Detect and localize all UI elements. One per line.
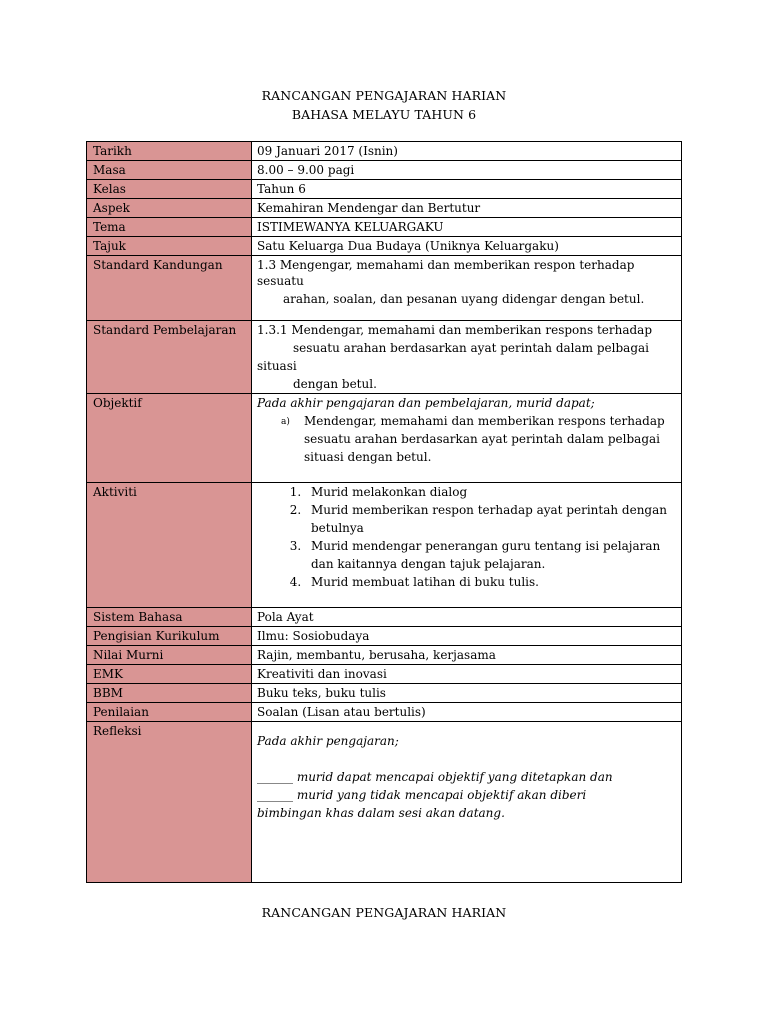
aktiviti-list xyxy=(257,483,675,591)
standard-pembelajaran-line2: sesuatu arahan berdasarkan ayat perintah dalam pelbagai situasi xyxy=(257,341,649,373)
row-value-refleksi xyxy=(252,722,682,883)
row-label-sistem-bahasa: Sistem Bahasa xyxy=(87,608,252,627)
table-row xyxy=(87,483,682,608)
table-row xyxy=(87,703,682,722)
standard-kandungan-line1: 1.3 Mengengar, memahami dan memberikan respon terhadap sesuatu xyxy=(257,258,635,288)
list-item: 1. Murid melakonkan dialog xyxy=(305,483,675,501)
row-value-objektif xyxy=(252,394,682,483)
objektif-intro: Pada akhir pengajaran dan pembelajaran, murid dapat; xyxy=(257,396,595,410)
refleksi-line2: ______ murid dapat mencapai objektif yang ditetapkan dan ______ murid yang tidak mencapai objektif akan diberi bimbingan khas dalam sesi akan datang. xyxy=(257,770,613,820)
row-value-bbm: Buku teks, buku tulis xyxy=(252,684,682,703)
row-label-refleksi: Refleksi xyxy=(87,722,252,883)
row-value-aspek: Kemahiran Mendengar dan Bertutur xyxy=(252,199,682,218)
row-label-bbm: BBM xyxy=(87,684,252,703)
row-label-aspek: Aspek xyxy=(87,199,252,218)
objektif-item-marker: a) xyxy=(281,417,290,427)
row-value-aktiviti xyxy=(252,483,682,608)
table-row xyxy=(87,321,682,394)
row-label-aktiviti: Aktiviti xyxy=(87,483,252,608)
table-row xyxy=(87,237,682,256)
footer-title: RANCANGAN PENGAJARAN HARIAN xyxy=(261,905,507,920)
document-title: RANCANGAN PENGAJARAN HARIAN xyxy=(261,88,507,103)
row-value-standard-pembelajaran xyxy=(252,321,682,394)
list-item: 3. Murid mendengar penerangan guru tentang isi pelajaran dan kaitannya dengan tajuk pelajaran. xyxy=(305,537,675,573)
list-item: 2. Murid memberikan respon terhadap ayat perintah dengan betulnya xyxy=(305,501,675,537)
table-row xyxy=(87,684,682,703)
table-row xyxy=(87,608,682,627)
row-label-nilai-murni: Nilai Murni xyxy=(87,646,252,665)
table-row xyxy=(87,665,682,684)
table-row xyxy=(87,142,682,161)
table-row xyxy=(87,218,682,237)
row-label-objektif: Objektif xyxy=(87,394,252,483)
row-value-masa: 8.00 – 9.00 pagi xyxy=(252,161,682,180)
row-value-penilaian: Soalan (Lisan atau bertulis) xyxy=(252,703,682,722)
row-label-kelas: Kelas xyxy=(87,180,252,199)
row-label-emk: EMK xyxy=(87,665,252,684)
lesson-plan-table xyxy=(86,141,682,883)
row-label-tema: Tema xyxy=(87,218,252,237)
table-row xyxy=(87,627,682,646)
row-label-masa: Masa xyxy=(87,161,252,180)
refleksi-line1: Pada akhir pengajaran; xyxy=(257,734,399,748)
row-value-sistem-bahasa: Pola Ayat xyxy=(252,608,682,627)
row-value-pengisian-kurikulum: Ilmu: Sosiobudaya xyxy=(252,627,682,646)
table-row xyxy=(87,180,682,199)
table-row xyxy=(87,722,682,883)
row-value-tema: ISTIMEWANYA KELUARGAKU xyxy=(252,218,682,237)
table-row xyxy=(87,646,682,665)
row-label-tarikh: Tarikh xyxy=(87,142,252,161)
list-item: 4. Murid membuat latihan di buku tulis. xyxy=(305,573,675,591)
row-value-nilai-murni: Rajin, membantu, berusaha, kerjasama xyxy=(252,646,682,665)
row-label-pengisian-kurikulum: Pengisian Kurikulum xyxy=(87,627,252,646)
row-value-tajuk: Satu Keluarga Dua Budaya (Uniknya Keluargaku) xyxy=(252,237,682,256)
row-label-penilaian: Penilaian xyxy=(87,703,252,722)
standard-pembelajaran-line3: dengan betul. xyxy=(293,377,377,391)
table-row xyxy=(87,161,682,180)
document-subtitle: BAHASA MELAYU TAHUN 6 xyxy=(291,107,477,122)
row-label-standard-pembelajaran: Standard Pembelajaran xyxy=(87,321,252,394)
table-row xyxy=(87,394,682,483)
objektif-item-text: Mendengar, memahami dan memberikan respons terhadap sesuatu arahan berdasarkan ayat perintah dalam pelbagai situasi dengan betul. xyxy=(304,414,665,464)
row-label-tajuk: Tajuk xyxy=(87,237,252,256)
standard-pembelajaran-line1: 1.3.1 Mendengar, memahami dan memberikan respons terhadap xyxy=(257,323,653,337)
row-label-standard-kandungan: Standard Kandungan xyxy=(87,256,252,321)
row-value-kelas: Tahun 6 xyxy=(252,180,682,199)
table-row xyxy=(87,199,682,218)
table-row xyxy=(87,256,682,321)
standard-kandungan-line2: arahan, soalan, dan pesanan uyang didengar dengan betul. xyxy=(283,292,645,306)
row-value-standard-kandungan xyxy=(252,256,682,321)
row-value-emk: Kreativiti dan inovasi xyxy=(252,665,682,684)
objektif-item xyxy=(281,412,675,466)
row-value-tarikh: 09 Januari 2017 (Isnin) xyxy=(252,142,682,161)
